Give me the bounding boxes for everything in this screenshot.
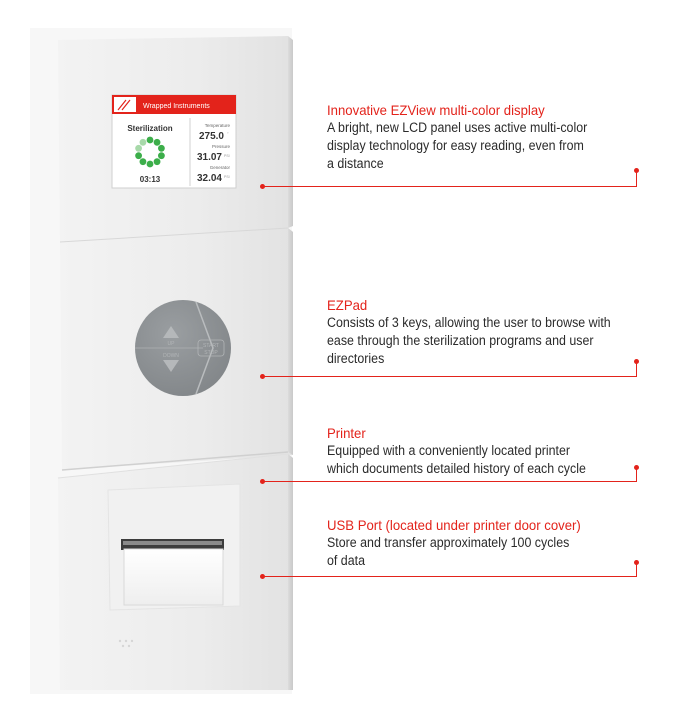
feature-title: USB Port (located under printer door cover) [327, 517, 581, 533]
feature-desc-line: Consists of 3 keys, allowing the user to browse with [327, 315, 611, 330]
spinner-dot [135, 145, 142, 152]
stop-key-label: STOP [204, 350, 218, 356]
lcd-generator-value: 32.04 [196, 173, 222, 184]
lcd-mode-text: Sterilization [127, 124, 173, 133]
display-panel-side [288, 36, 293, 228]
printer-panel-side [288, 454, 293, 690]
spinner-dot [140, 139, 147, 146]
spinner-dot [147, 137, 154, 144]
spinner-dot [140, 158, 147, 165]
lcd-screen [112, 95, 236, 188]
callout-leader-line [263, 376, 637, 377]
lcd-temp-unit: ° [227, 131, 229, 136]
callout-leader-line [263, 186, 637, 187]
callout-dot [634, 359, 639, 364]
feature-desc-line: ease through the sterilization programs and user [327, 333, 594, 348]
lcd-pressure-value: 31.07 [196, 152, 222, 163]
feature-desc-line: which documents detailed history of each cycle [327, 461, 586, 476]
callout-leader-line [263, 576, 637, 577]
lcd-header-text: Wrapped Instruments [143, 103, 210, 110]
spinner-dot [135, 152, 142, 159]
spinner-dot [147, 161, 154, 168]
feature-ezpad [327, 296, 647, 368]
spinner-dot [158, 145, 165, 152]
feature-title: Innovative EZView multi-color display [327, 102, 545, 118]
callout-dot [634, 560, 639, 565]
printer [108, 484, 240, 610]
feature-desc-line: a distance [327, 156, 384, 171]
feature-desc-line: Store and transfer approximately 100 cycles [327, 535, 570, 550]
lcd-generator-unit: PSI [224, 175, 230, 179]
feature-printer [327, 424, 647, 478]
feature-title: Printer [327, 425, 366, 441]
lcd-pressure-label: Pressure [211, 144, 230, 149]
lcd-pressure-unit: PSI [224, 154, 230, 158]
spinner-dot [154, 158, 161, 165]
feature-usb-port [327, 516, 647, 570]
callout-dot [634, 168, 639, 173]
printer-paper [124, 549, 223, 605]
feature-desc-line: directories [327, 351, 385, 366]
up-key-label: UP [167, 341, 175, 347]
lcd-temp-label: Temperature [204, 123, 230, 128]
feature-desc-line: display technology for easy reading, even from [327, 138, 584, 153]
feature-desc-line: A bright, new LCD panel uses active multi-color [327, 120, 588, 135]
lcd-temp-value: 275.0 [198, 131, 224, 142]
feature-desc-line: Equipped with a conveniently located printer [327, 443, 571, 458]
brand-logo-icon [114, 97, 136, 112]
printer-slot-lip [123, 541, 222, 545]
feature-desc-line: of data [327, 553, 365, 568]
lcd-time-text: 03:13 [139, 175, 161, 184]
feature-ezview-display [327, 101, 647, 173]
spinner-dot [158, 152, 165, 159]
down-key-label: DOWN [163, 353, 179, 359]
start-key-label: START [203, 343, 219, 349]
keypad-panel-side [288, 228, 293, 455]
feature-title: EZPad [327, 297, 368, 313]
ezpad-keypad [135, 300, 231, 396]
callout-leader-line [263, 481, 637, 482]
callout-dot [634, 465, 639, 470]
spinner-dot [154, 139, 161, 146]
lcd-generator-label: Generator [209, 165, 230, 170]
